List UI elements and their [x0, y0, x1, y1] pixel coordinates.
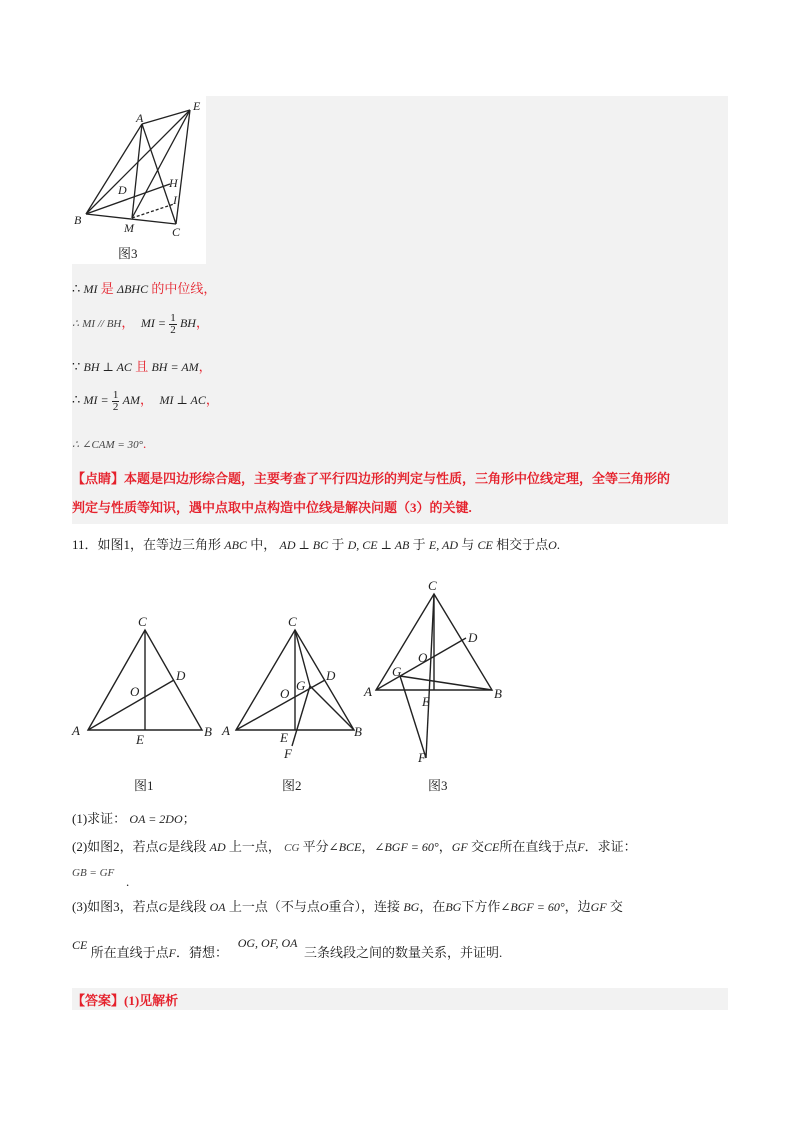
- fig2-label-B: B: [354, 724, 362, 739]
- question-3: (3)如图3，若点G是线段 OA 上一点（不与点O重合），连接 BG，在BG下方作∠BGF = 60°，边GF 交: [72, 899, 623, 914]
- solution-line-2: ∴ MI // BH， MI = $\frac{1}{2}$ BH，: [72, 311, 209, 336]
- fig3-label-F: F: [418, 750, 426, 765]
- fig1-label-C: C: [138, 614, 147, 629]
- fig3-label-E: E: [422, 694, 430, 709]
- fig3-label-B: B: [494, 686, 502, 701]
- question-1: (1)求证： OA = 2DO；: [72, 811, 196, 826]
- comment-paragraph: 【点睛】本题是四边形综合题，主要考查了平行四边形的判定与性质，三角形中位线定理，全等三角形的 判定与性质等知识，遇中点取中点构造中位线是解决问题（3）的关键.: [72, 471, 671, 515]
- fig3-label-D: D: [468, 630, 478, 645]
- fig1-label-B: B: [204, 724, 212, 739]
- fig2-label-D: D: [326, 668, 336, 683]
- figure-1-caption: 图1: [134, 778, 154, 793]
- fraction-half: $\frac{1}{2}$: [112, 388, 119, 413]
- label-H: H: [169, 176, 178, 190]
- figure-3-diagram: [362, 576, 522, 800]
- label-I: I: [173, 193, 177, 207]
- solution-line-3: ∵ BH ⊥ AC 且 BH = AM，: [72, 359, 212, 374]
- question-2: (2)如图2，若点G是线段 AD 上一点， CG 平分∠BCE，∠BGF = 60°，GF 交CE所在直线于点F．求证：: [72, 839, 637, 854]
- fraction-half: $\frac{1}{2}$: [170, 311, 176, 336]
- solution-line-4: ∴ MI = $\frac{1}{2}$ AM， MI ⊥ AC，: [72, 388, 219, 413]
- fig2-label-C: C: [288, 614, 297, 629]
- label-A: A: [136, 111, 144, 125]
- figure-3-caption: 图3: [428, 778, 448, 793]
- fig3-label-C: C: [428, 578, 437, 593]
- fig1-label-A: A: [72, 723, 80, 738]
- fig3-label-O: O: [418, 650, 428, 665]
- fig2-label-F: F: [284, 746, 292, 761]
- problem-statement: 11．如图1，在等边三角形 ABC 中， AD ⊥ BC 于 D, CE ⊥ AB 于 E, AD 与 CE 相交于点O.: [72, 537, 561, 552]
- label-E: E: [193, 99, 201, 113]
- fig2-label-O: O: [280, 686, 290, 701]
- figure-1-diagram: [70, 610, 220, 800]
- label-C: C: [172, 225, 181, 239]
- question-3-line-2: CE 所在直线于点F．猜想： OG, OF, OA 三条线段之间的数量关系，并证明.: [72, 936, 503, 960]
- fig3-label-G: G: [392, 664, 402, 679]
- fig3-label-A: A: [364, 684, 372, 699]
- answer-line: 【答案】(1)见解析: [72, 993, 179, 1008]
- figure-2-diagram: [220, 610, 370, 800]
- solution-line-5: ∴ ∠CAM = 30°.: [72, 436, 147, 451]
- label-B: B: [74, 213, 82, 227]
- figure-2-caption: 图2: [282, 778, 302, 793]
- label-M: M: [124, 221, 134, 235]
- question-2-line-2: GB = GF .: [72, 867, 130, 889]
- fig1-label-D: D: [176, 668, 186, 683]
- fig1-label-E: E: [136, 732, 144, 747]
- solution-line-1: ∴ MI 是 ΔBHC 的中位线，: [72, 281, 217, 296]
- top-figure-caption: 图3: [118, 246, 138, 261]
- top-figure-diagram: [72, 96, 206, 264]
- fig2-label-G: G: [296, 678, 306, 693]
- fig1-label-O: O: [130, 684, 140, 699]
- label-D: D: [118, 183, 127, 197]
- fig2-label-A: A: [222, 723, 230, 738]
- fig2-label-E: E: [280, 730, 288, 745]
